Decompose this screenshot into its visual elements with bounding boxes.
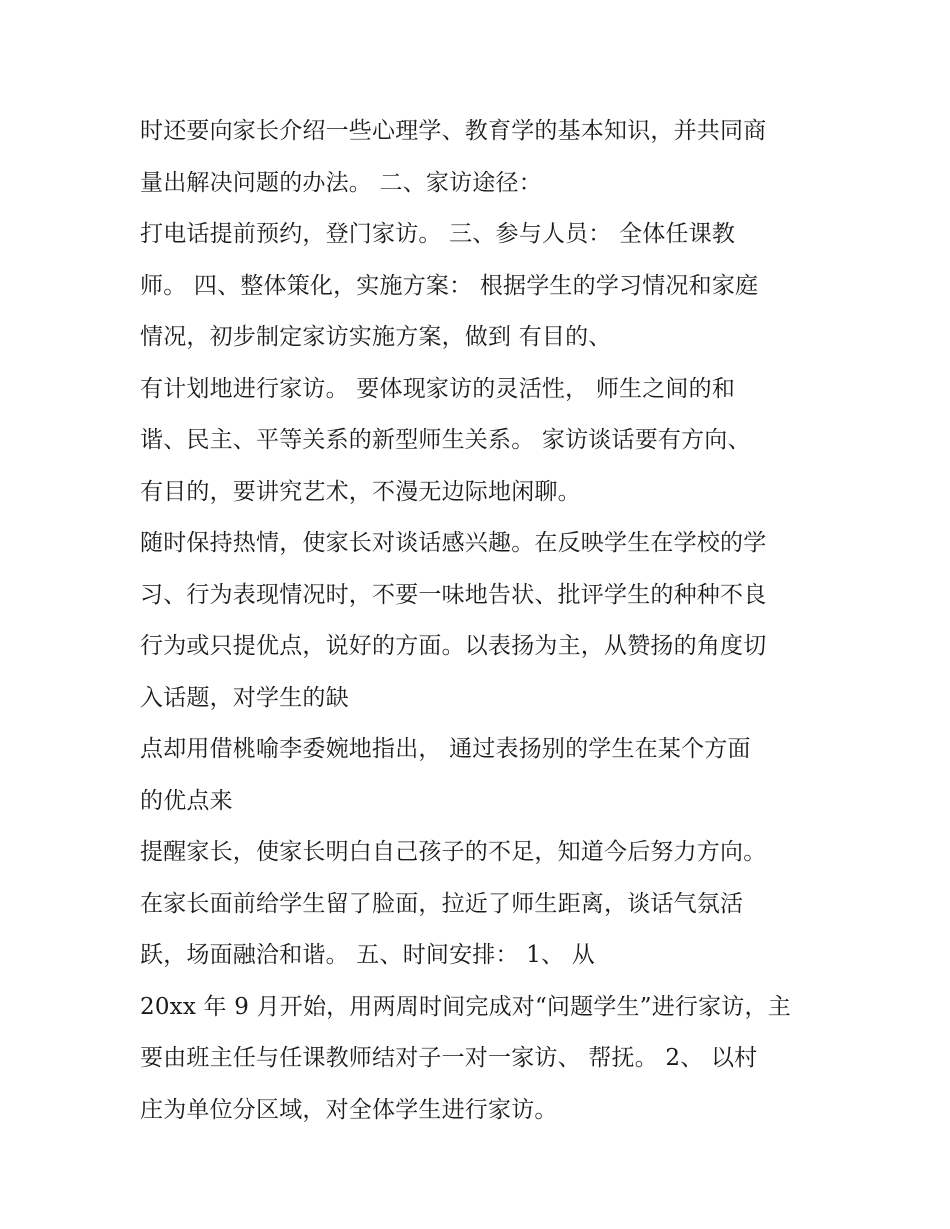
text-line: 的优点来	[140, 787, 233, 814]
text-line: 行为或只提优点，说好的方面。以表扬为主，从赞扬的角度切	[140, 633, 767, 659]
text-line: 有计划地进行家访。 要体现家访的灵活性， 师生之间的和	[140, 375, 736, 402]
text-line: 入话题，对学生的缺	[140, 684, 349, 711]
text-line: 随时保持热情，使家长对谈话感兴趣。在反映学生在学校的学	[140, 530, 767, 556]
text-line: 20xx 年 9 月开始，用两周时间完成对“问题学生”进行家访，主	[140, 993, 791, 1020]
text-line: 习、行为表现情况时，不要一味地告状、批评学生的种种不良	[140, 581, 767, 608]
text-line: 在家长面前给学生留了脸面，拉近了师生距离，谈话气氛活	[140, 890, 744, 917]
text-line: 要由班主任与任课教师结对子一对一家访、 帮抚。 2、 以村	[140, 1045, 758, 1071]
text-line: 量出解决问题的办法。 二、家访途径：	[140, 169, 542, 196]
text-line: 情况，初步制定家访实施方案，做到 有目的、	[140, 324, 612, 350]
text-line: 时还要向家长介绍一些心理学、教育学的基本知识，并共同商	[140, 118, 767, 144]
text-line: 跃，场面融洽和谐。 五、时间安排： 1、 从	[140, 942, 595, 968]
text-line: 点却用借桃喻李委婉地指出， 通过表扬别的学生在某个方面	[140, 736, 751, 762]
text-line: 提醒家长，使家长明白自己孩子的不足，知道今后努力方向。	[140, 839, 767, 865]
text-line: 师。 四、整体策化，实施方案： 根据学生的学习情况和家庭	[140, 272, 759, 299]
text-line: 打电话提前预约，登门家访。 三、参与人员： 全体任课教	[140, 221, 736, 247]
text-line: 谐、民主、平等关系的新型师生关系。 家访谈话要有方向、	[140, 427, 751, 453]
text-line: 庄为单位分区域，对全体学生进行家访。	[140, 1096, 558, 1123]
text-line: 有目的，要讲究艺术，不漫无边际地闲聊。	[140, 478, 581, 505]
body-text	[140, 106, 830, 1136]
